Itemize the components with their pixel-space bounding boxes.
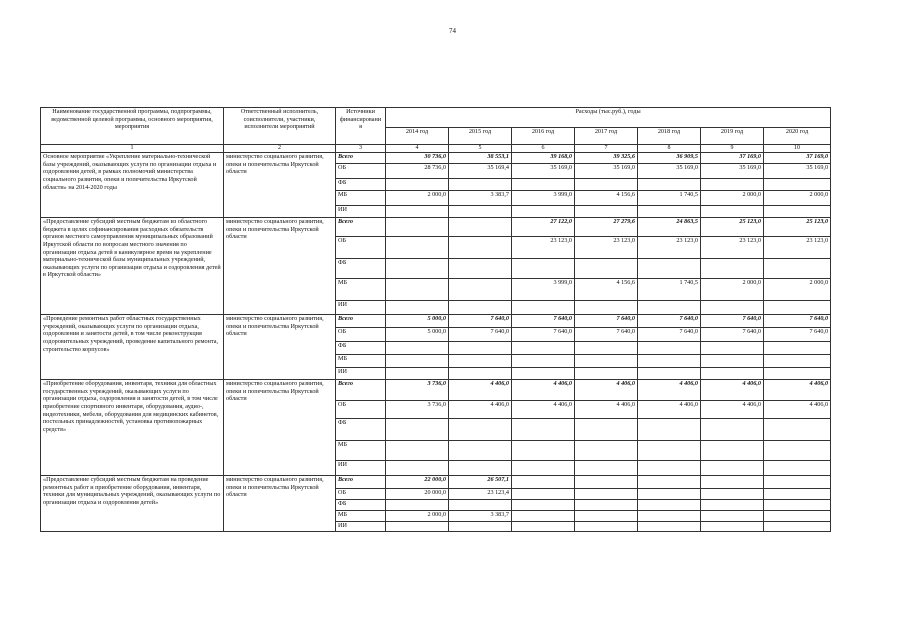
expense-value <box>512 522 575 532</box>
table-row <box>41 315 831 328</box>
expense-value: 23 123,0 <box>575 237 638 259</box>
funding-source: Всего <box>336 380 386 401</box>
expense-value <box>575 461 638 476</box>
funding-source: ФБ <box>336 419 386 441</box>
expense-value <box>764 461 831 476</box>
expense-value <box>638 342 701 355</box>
expense-value: 37 169,0 <box>764 153 831 164</box>
expense-value <box>701 441 764 461</box>
expense-value <box>449 461 512 476</box>
expense-value <box>701 179 764 191</box>
expense-value <box>386 342 449 355</box>
expense-value: 4 406,0 <box>764 380 831 401</box>
expense-value: 23 123,0 <box>638 237 701 259</box>
expense-value <box>575 489 638 500</box>
expense-value <box>701 461 764 476</box>
expense-value <box>701 355 764 368</box>
funding-source: МБ <box>336 511 386 522</box>
expense-value <box>764 368 831 380</box>
table-row <box>41 380 831 401</box>
expense-value: 4 406,0 <box>449 401 512 419</box>
expense-value <box>512 419 575 441</box>
expense-value <box>638 419 701 441</box>
expense-value <box>638 441 701 461</box>
expense-value <box>512 368 575 380</box>
funding-source: МБ <box>336 441 386 461</box>
expense-value <box>764 511 831 522</box>
expense-value: 4 406,0 <box>764 401 831 419</box>
expense-value <box>575 522 638 532</box>
expense-value <box>764 301 831 315</box>
year-header: 2018 год <box>638 128 701 145</box>
measure-name: «Предоставление субсидий местным бюджетам на проведение ремонтных работ и приобретение оборудования, инвентаря, техники для муниципальных учреждений, оказывающих услуги по организации отдыха и оздоровления детей» <box>41 476 224 532</box>
expense-value: 4 406,0 <box>701 380 764 401</box>
expense-value <box>449 342 512 355</box>
expense-value <box>386 419 449 441</box>
expense-value: 35 169,0 <box>764 164 831 179</box>
expense-value <box>512 179 575 191</box>
expense-value <box>638 355 701 368</box>
expense-value: 36 909,5 <box>638 153 701 164</box>
expense-value <box>386 206 449 218</box>
expense-value: 30 736,0 <box>386 153 449 164</box>
funding-source: ИИ <box>336 368 386 380</box>
expense-value <box>764 206 831 218</box>
expense-value: 7 640,0 <box>449 328 512 342</box>
column-index: 7 <box>575 145 638 153</box>
expense-value: 5 000,0 <box>386 328 449 342</box>
measure-executor: министерство социального развития, опеки и попечительства Иркутской области <box>224 153 336 218</box>
expense-value <box>512 206 575 218</box>
expense-value <box>575 355 638 368</box>
expense-value <box>512 441 575 461</box>
expense-value <box>449 441 512 461</box>
expense-value <box>764 489 831 500</box>
funding-source: ОБ <box>336 237 386 259</box>
measure-name: Основное мероприятие «Укрепление материально-технической базы учреждений, оказывающих услуги по организации отдыха и оздоровления детей, в рамках полномочий министерства социального развития, опеки и попечительства Иркутской области» на 2014-2020 годы <box>41 153 224 218</box>
expense-value: 1 740,5 <box>638 191 701 206</box>
expense-value <box>575 476 638 489</box>
expense-value: 3 383,7 <box>449 191 512 206</box>
funding-source: ОБ <box>336 401 386 419</box>
expense-value <box>764 259 831 279</box>
expense-value <box>449 218 512 237</box>
expense-value: 23 123,4 <box>449 489 512 500</box>
expense-value: 3 736,0 <box>386 380 449 401</box>
expense-value <box>638 179 701 191</box>
expense-value <box>638 259 701 279</box>
expense-value <box>386 461 449 476</box>
expense-value <box>449 179 512 191</box>
expense-value <box>638 489 701 500</box>
expense-value: 7 640,0 <box>575 315 638 328</box>
funding-source: ФБ <box>336 342 386 355</box>
expense-value <box>449 368 512 380</box>
funding-source: Всего <box>336 315 386 328</box>
page-number: 74 <box>449 27 456 35</box>
expense-value: 5 000,0 <box>386 315 449 328</box>
expense-value <box>701 489 764 500</box>
measure-executor: министерство социального развития, опеки и попечительства Иркутской области <box>224 315 336 380</box>
expense-value <box>449 237 512 259</box>
expense-value <box>386 218 449 237</box>
expense-value <box>512 461 575 476</box>
expense-value <box>512 342 575 355</box>
expense-value: 27 279,6 <box>575 218 638 237</box>
measure-name: «Приобретение оборудования, инвентаря, техники для областных государственных учреждений, оказывающих услуги по организации отдыха, оздоровления и занятости детей, в том числе приобретение спортивного инвентаря, оборудования, аудио-, видеотехники, мебели, оборудования для медицинских кабинетов, постельных принадлежностей, установка противопожарных средств» <box>41 380 224 476</box>
expense-value <box>701 522 764 532</box>
funding-source: ОБ <box>336 164 386 179</box>
table-row <box>41 153 831 164</box>
expense-value <box>701 511 764 522</box>
expense-value: 23 123,0 <box>701 237 764 259</box>
year-header: 2015 год <box>449 128 512 145</box>
expense-value <box>386 522 449 532</box>
expense-value: 7 640,0 <box>701 328 764 342</box>
expense-value <box>701 206 764 218</box>
expense-value <box>449 279 512 301</box>
expense-value: 35 169,0 <box>575 164 638 179</box>
expense-value <box>575 511 638 522</box>
expense-value: 2 000,0 <box>764 279 831 301</box>
table-row <box>41 476 831 489</box>
funding-source: МБ <box>336 279 386 301</box>
expense-value: 4 406,0 <box>449 380 512 401</box>
expense-value <box>512 301 575 315</box>
expense-value: 38 553,1 <box>449 153 512 164</box>
expense-value: 4 406,0 <box>638 401 701 419</box>
expense-value: 35 169,4 <box>449 164 512 179</box>
expense-value <box>638 368 701 380</box>
expense-value: 28 736,0 <box>386 164 449 179</box>
expense-value <box>386 179 449 191</box>
funding-source: Всего <box>336 476 386 489</box>
expense-value <box>638 461 701 476</box>
expense-value <box>449 522 512 532</box>
expense-value <box>701 259 764 279</box>
expense-value: 27 122,0 <box>512 218 575 237</box>
year-header: 2016 год <box>512 128 575 145</box>
expense-value: 4 406,0 <box>701 401 764 419</box>
expense-value <box>512 476 575 489</box>
expense-value: 1 740,5 <box>638 279 701 301</box>
expense-value: 7 640,0 <box>449 315 512 328</box>
expense-value <box>449 259 512 279</box>
expense-value: 4 406,0 <box>512 401 575 419</box>
expense-value <box>386 441 449 461</box>
funding-source: Всего <box>336 218 386 237</box>
expense-value: 35 169,0 <box>701 164 764 179</box>
expense-value <box>701 342 764 355</box>
expense-value <box>701 419 764 441</box>
expense-value <box>386 301 449 315</box>
expense-value <box>638 476 701 489</box>
expense-value <box>638 511 701 522</box>
expense-value <box>701 476 764 489</box>
funding-source: ИИ <box>336 206 386 218</box>
expense-value: 7 640,0 <box>512 328 575 342</box>
column-index: 1 <box>41 145 224 153</box>
funding-source: ИИ <box>336 301 386 315</box>
expense-value <box>575 419 638 441</box>
expense-value: 7 640,0 <box>764 315 831 328</box>
funding-source: ОБ <box>336 489 386 500</box>
expense-value: 37 169,0 <box>701 153 764 164</box>
expense-value: 22 000,0 <box>386 476 449 489</box>
expense-value: 35 169,0 <box>638 164 701 179</box>
expense-value: 7 640,0 <box>638 315 701 328</box>
expense-value <box>575 368 638 380</box>
expense-value: 23 123,0 <box>512 237 575 259</box>
expense-value: 4 406,0 <box>512 380 575 401</box>
expense-value: 2 000,0 <box>386 191 449 206</box>
expense-value <box>512 489 575 500</box>
expense-value <box>386 500 449 511</box>
year-header: 2014 год <box>386 128 449 145</box>
expense-value: 3 999,0 <box>512 191 575 206</box>
expense-value: 4 406,0 <box>575 401 638 419</box>
expense-value <box>701 301 764 315</box>
funding-source: ИИ <box>336 522 386 532</box>
expense-value <box>701 368 764 380</box>
table-row <box>41 218 831 237</box>
measure-name: «Предоставление субсидий местным бюджетам из областного бюджета в целях софинансирования расходных обязательств органов местного самоуправления муниципальных образований Иркутской области по вопросам местного значения по организации отдыха детей в каникулярное время на укрепление материально-технической базы муниципальных учреждений, оказывающих услуги по организации отдыха и оздоровления детей в Иркутской области» <box>41 218 224 315</box>
expense-value: 39 168,0 <box>512 153 575 164</box>
expense-value: 4 156,6 <box>575 191 638 206</box>
expense-value <box>449 301 512 315</box>
expense-value: 7 640,0 <box>638 328 701 342</box>
expense-value <box>764 500 831 511</box>
measure-executor: министерство социального развития, опеки и попечительства Иркутской области <box>224 380 336 476</box>
expense-value <box>449 500 512 511</box>
funding-source: ФБ <box>336 259 386 279</box>
expense-value <box>575 179 638 191</box>
funding-source: Всего <box>336 153 386 164</box>
expense-value <box>386 279 449 301</box>
measure-executor: министерство социального развития, опеки и попечительства Иркутской области <box>224 218 336 315</box>
column-index: 3 <box>336 145 386 153</box>
funding-source: МБ <box>336 355 386 368</box>
expense-value <box>512 355 575 368</box>
expense-value <box>764 476 831 489</box>
expense-value <box>638 301 701 315</box>
expense-value: 4 156,6 <box>575 279 638 301</box>
expense-value: 25 123,0 <box>764 218 831 237</box>
expense-value <box>449 419 512 441</box>
expense-value <box>638 500 701 511</box>
funding-source: ФБ <box>336 179 386 191</box>
expense-value: 4 406,0 <box>575 380 638 401</box>
header-name: Наименование государственной программы, подпрограммы, ведомственной целевой программы, основного мероприятия, мероприятия <box>41 108 224 145</box>
funding-source: ОБ <box>336 328 386 342</box>
expense-value: 2 000,0 <box>701 191 764 206</box>
expense-value <box>764 179 831 191</box>
header-executor: Ответственный исполнитель, соисполнители, участники, исполнители мероприятий <box>224 108 336 145</box>
expense-value: 2 000,0 <box>764 191 831 206</box>
expense-value <box>386 355 449 368</box>
funding-source: ФБ <box>336 500 386 511</box>
expense-value: 35 169,0 <box>512 164 575 179</box>
expense-value: 24 863,5 <box>638 218 701 237</box>
header-source: Источники финансировани я <box>336 108 386 145</box>
year-header: 2020 год <box>764 128 831 145</box>
expense-value: 39 325,6 <box>575 153 638 164</box>
expense-value <box>638 206 701 218</box>
expense-value <box>386 368 449 380</box>
expense-value <box>386 259 449 279</box>
expense-value <box>449 355 512 368</box>
expense-value <box>512 259 575 279</box>
expense-value <box>638 522 701 532</box>
expense-value: 7 640,0 <box>764 328 831 342</box>
year-header: 2017 год <box>575 128 638 145</box>
expense-value: 20 000,0 <box>386 489 449 500</box>
expense-value <box>764 355 831 368</box>
expense-value <box>386 237 449 259</box>
expense-value <box>512 500 575 511</box>
expense-value: 25 123,0 <box>701 218 764 237</box>
expense-value <box>575 301 638 315</box>
column-index: 10 <box>764 145 831 153</box>
expense-value <box>575 342 638 355</box>
column-index: 8 <box>638 145 701 153</box>
expense-value <box>512 511 575 522</box>
measure-name: «Проведение ремонтных работ областных государственных учреждений, оказывающих услуги по организации отдыха, оздоровления и занятости детей, в том числе реконструкция оздоровительных учреждений, проведение капитального ремонта, строительство корпусов» <box>41 315 224 380</box>
expense-value <box>575 500 638 511</box>
expense-value <box>701 500 764 511</box>
expense-value: 7 640,0 <box>512 315 575 328</box>
funding-source: ИИ <box>336 461 386 476</box>
expense-value <box>764 419 831 441</box>
expense-value: 23 123,0 <box>764 237 831 259</box>
expense-value <box>764 342 831 355</box>
expense-value <box>575 259 638 279</box>
expense-value <box>764 522 831 532</box>
expense-value <box>764 441 831 461</box>
header-expenses: Расходы (тыс.руб.), годы <box>386 108 831 128</box>
column-index: 4 <box>386 145 449 153</box>
expense-value: 3 999,0 <box>512 279 575 301</box>
expense-value <box>575 206 638 218</box>
expense-value: 7 640,0 <box>575 328 638 342</box>
financing-table <box>40 107 831 532</box>
funding-source: МБ <box>336 191 386 206</box>
expense-value: 7 640,0 <box>701 315 764 328</box>
column-index: 5 <box>449 145 512 153</box>
expense-value: 3 736,0 <box>386 401 449 419</box>
column-index: 6 <box>512 145 575 153</box>
expense-value: 2 000,0 <box>701 279 764 301</box>
year-header: 2019 год <box>701 128 764 145</box>
measure-executor: министерство социального развития, опеки и попечительства Иркутской области <box>224 476 336 532</box>
expense-value: 3 383,7 <box>449 511 512 522</box>
expense-value: 2 000,0 <box>386 511 449 522</box>
column-index: 9 <box>701 145 764 153</box>
column-index: 2 <box>224 145 336 153</box>
expense-value: 4 406,0 <box>638 380 701 401</box>
expense-value <box>575 441 638 461</box>
expense-value <box>449 206 512 218</box>
expense-value: 26 507,1 <box>449 476 512 489</box>
